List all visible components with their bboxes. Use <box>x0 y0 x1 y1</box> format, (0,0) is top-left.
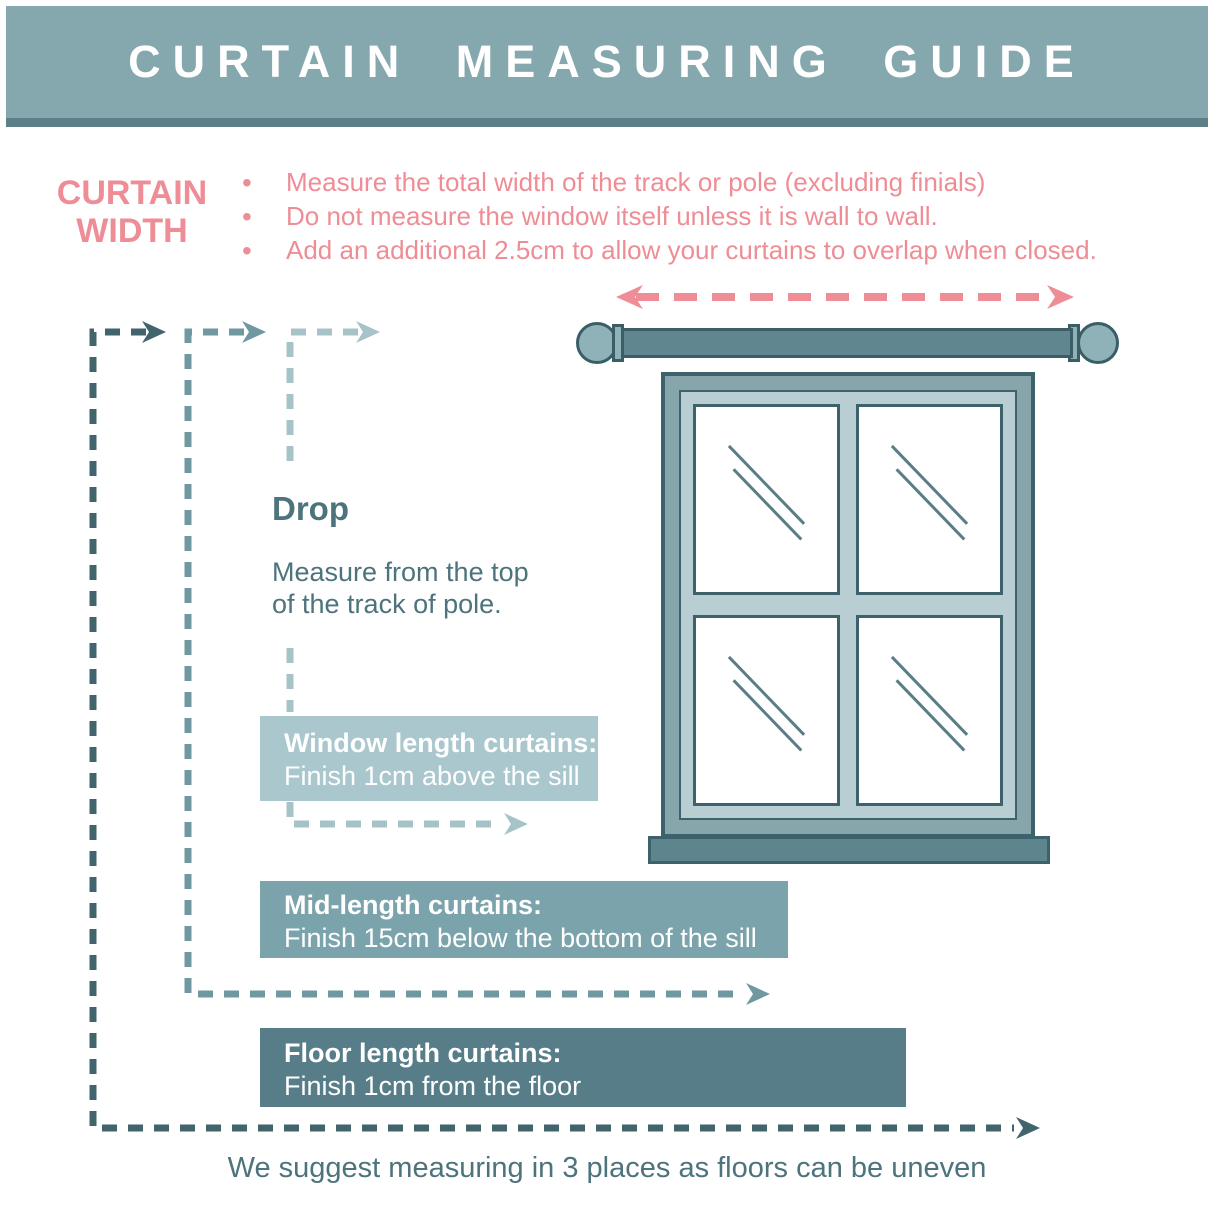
drop-description-line1: Measure from the top <box>272 557 529 587</box>
instruction-item <box>238 166 1203 199</box>
window-pane <box>693 615 840 806</box>
bullet-icon: • <box>242 201 252 232</box>
curtain-width-right-arrowhead-icon <box>1047 285 1074 309</box>
floor-bottom-arrowhead-icon <box>1016 1117 1040 1139</box>
window-length-subtitle: Finish 1cm above the sill <box>284 761 580 791</box>
drop-description-line2: of the track of pole. <box>272 589 502 619</box>
instruction-text: Do not measure the window itself unless it is wall to wall. <box>286 201 938 231</box>
mid-top-arrowhead-icon <box>242 321 266 343</box>
glass-reflection-icon <box>696 407 837 592</box>
floor-length-title: Floor length curtains: <box>284 1038 562 1068</box>
header-banner <box>6 6 1208 118</box>
instruction-item <box>238 234 1203 267</box>
header-banner-shadow <box>6 118 1208 127</box>
footer-note: We suggest measuring in 3 places as floors can be uneven <box>227 1152 987 1184</box>
window-bottom-arrowhead-icon <box>504 813 528 835</box>
floor-length-subtitle: Finish 1cm from the floor <box>284 1071 582 1101</box>
floor-length-label <box>260 1028 906 1107</box>
mid-length-label <box>260 881 788 958</box>
instruction-item <box>238 200 1203 233</box>
instruction-text: Add an additional 2.5cm to allow your curtains to overlap when closed. <box>286 235 1097 265</box>
mid-length-subtitle: Finish 15cm below the bottom of the sill <box>284 923 757 953</box>
window-measure-line-top <box>290 332 358 468</box>
drop-heading: Drop <box>272 490 349 527</box>
bullet-icon: • <box>242 167 252 198</box>
glass-reflection-icon <box>859 407 1000 592</box>
window-illustration <box>661 372 1035 838</box>
window-inner-frame <box>679 390 1017 820</box>
window-pane <box>856 404 1003 595</box>
window-top-arrowhead-icon <box>356 321 380 343</box>
curtain-width-heading-line1: CURTAIN <box>56 174 208 212</box>
window-length-label <box>260 716 598 801</box>
page-title: CURTAIN MEASURING GUIDE <box>128 36 1086 87</box>
mid-length-title: Mid-length curtains: <box>284 890 542 920</box>
bullet-icon: • <box>242 235 252 266</box>
drop-description <box>272 556 529 620</box>
window-sill <box>648 836 1050 864</box>
curtain-width-instructions <box>238 166 1203 267</box>
instruction-text: Measure the total width of the track or pole (excluding finials) <box>286 167 986 197</box>
curtain-width-heading <box>56 174 208 250</box>
floor-top-arrowhead-icon <box>142 321 166 343</box>
mid-bottom-arrowhead-icon <box>746 983 770 1005</box>
window-pane <box>856 615 1003 806</box>
pole-finial-right <box>1077 322 1119 364</box>
curtain-width-left-arrowhead-icon <box>616 285 643 309</box>
curtain-width-heading-line2: WIDTH <box>76 212 188 250</box>
window-pane <box>693 404 840 595</box>
curtain-pole <box>621 328 1073 358</box>
window-length-title: Window length curtains: <box>284 728 598 758</box>
glass-reflection-icon <box>696 618 837 803</box>
glass-reflection-icon <box>859 618 1000 803</box>
window-measure-line-bottom <box>290 802 502 824</box>
